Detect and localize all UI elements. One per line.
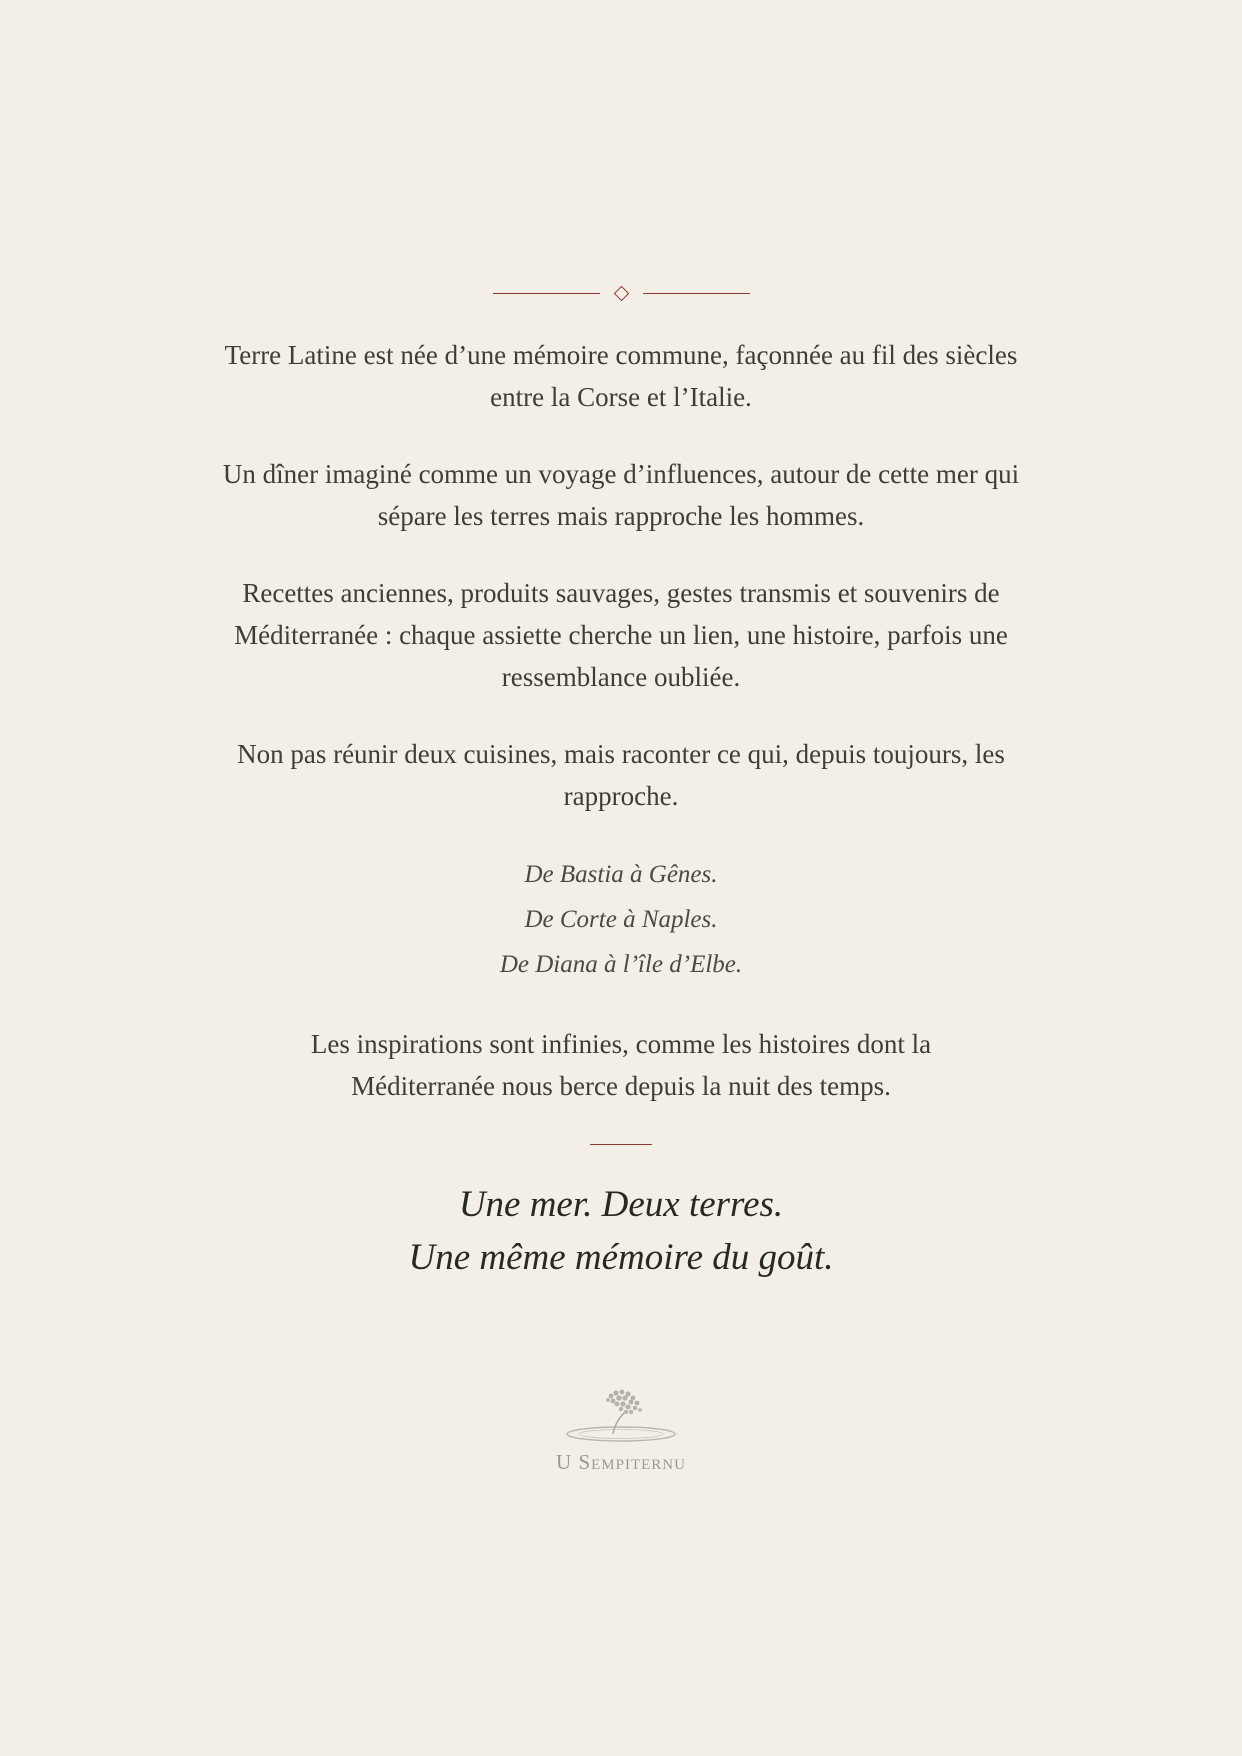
closing-paragraph: Les inspirations sont infinies, comme les histoires dont la Méditerranée nous berce depuis la nuit des temps. [310,1029,932,1101]
brand-logo [521,1384,721,1484]
diamond-icon [613,285,629,301]
intro-paragraph-1-block [200,334,1042,418]
ornament-line-left [493,293,600,294]
tagline-block [200,1178,1042,1284]
top-ornament [0,282,1242,304]
place-line-2: De Corte à Naples. [524,906,718,933]
logo-wordmark: U Sempiternu [556,1450,686,1474]
places-list [200,852,1042,987]
tagline-line-1: Une mer. Deux terres. [458,1184,784,1225]
intro-paragraph-2-block [200,453,1042,537]
ornament-line-right [643,293,750,294]
place-line-1: De Bastia à Gênes. [524,861,718,888]
intro-paragraph-4-block [200,733,1042,817]
intro-paragraph-3: Recettes anciennes, produits sauvages, gestes transmis et souvenirs de Méditerranée : chaque assiette cherche un lien, une histoire, parfois une ressemblance oubliée. [234,578,1008,692]
accent-rule [590,1144,652,1145]
intro-paragraph-2: Un dîner imaginé comme un voyage d’influences, autour de cette mer qui sépare les terres mais rapproche les hommes. [222,459,1020,531]
place-line-3: De Diana à l’île d’Elbe. [499,951,743,978]
closing-paragraph-block [260,1023,982,1107]
tagline-line-2: Une même mémoire du goût. [408,1237,834,1278]
intro-paragraph-1: Terre Latine est née d’une mémoire commune, façonnée au fil des siècles entre la Corse et l’Italie. [224,340,1018,412]
intro-paragraph-3-block [200,572,1042,698]
intro-paragraph-4: Non pas réunir deux cuisines, mais raconter ce qui, depuis toujours, les rapproche. [237,739,1005,811]
tree-logo-icon [561,1384,681,1446]
